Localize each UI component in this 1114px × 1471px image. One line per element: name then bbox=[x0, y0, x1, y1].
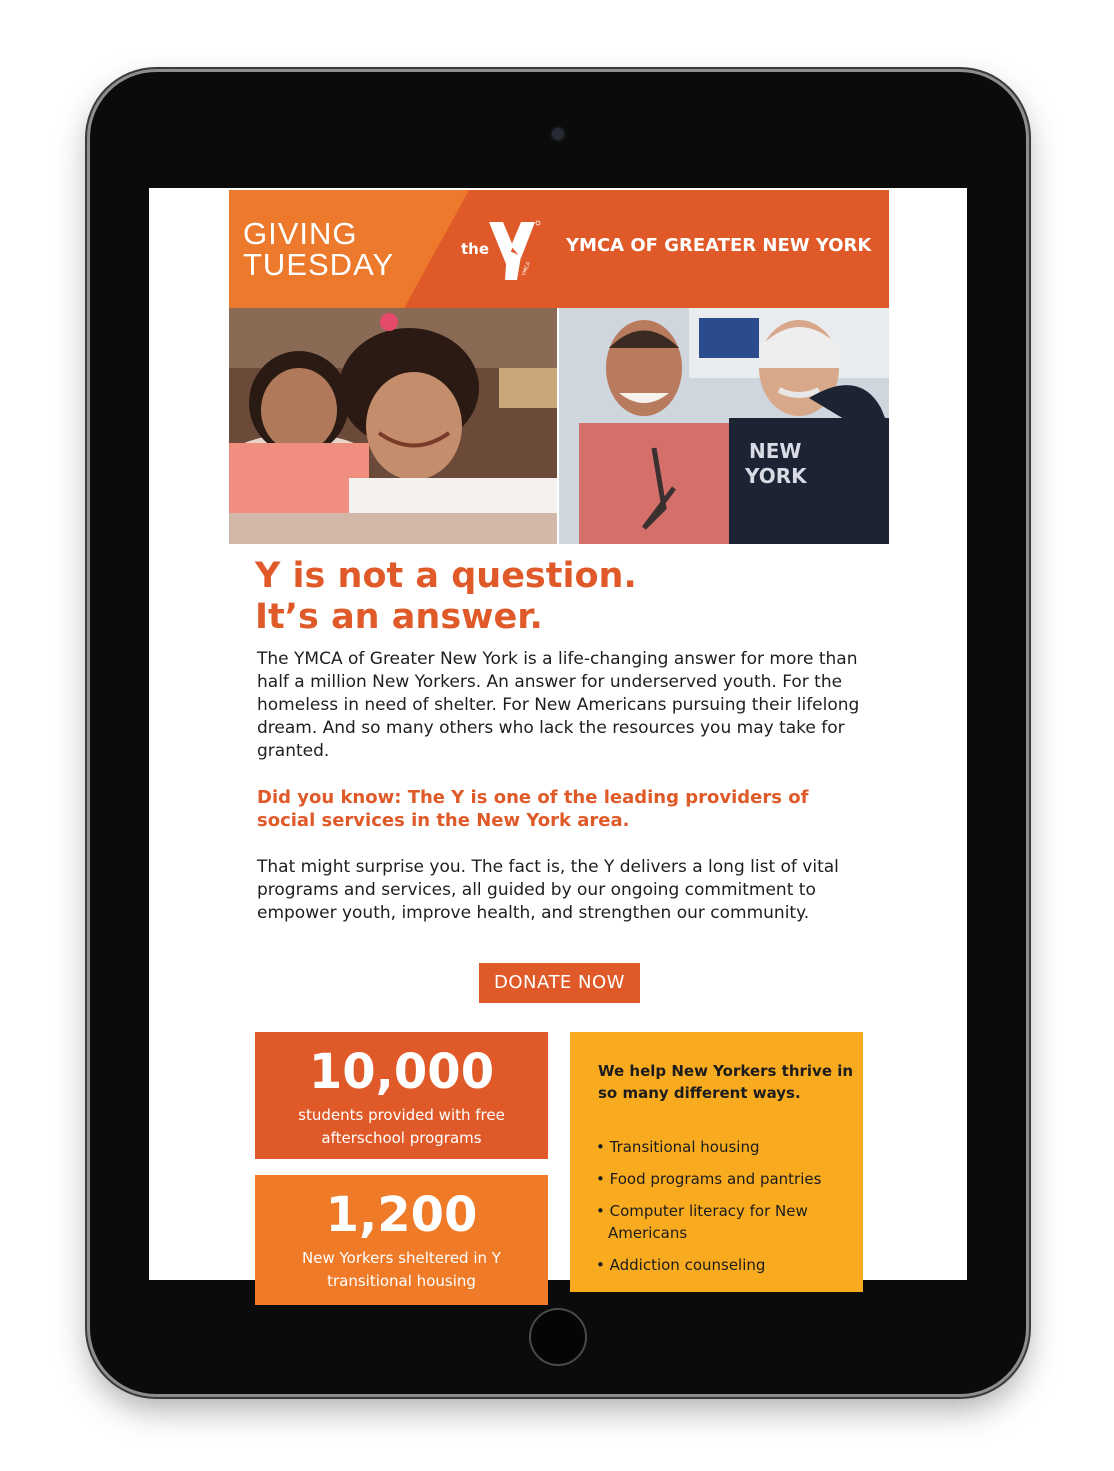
donate-now-button[interactable]: DONATE NOW bbox=[479, 963, 640, 1003]
email-body bbox=[229, 188, 889, 1290]
ways-card bbox=[570, 1032, 863, 1292]
stat-number: 1,200 bbox=[325, 1187, 478, 1243]
ways-title: We help New Yorkers thrive in so many different ways. bbox=[598, 1062, 854, 1102]
email-header-banner bbox=[229, 190, 889, 308]
giving-tuesday-logo bbox=[243, 218, 394, 280]
ymca-logo-the: the bbox=[461, 240, 490, 258]
shirt-text-line2: YORK bbox=[745, 464, 807, 488]
hero-photos bbox=[229, 308, 889, 544]
camera-icon bbox=[550, 126, 566, 142]
giving-tuesday-line1: GIVING bbox=[243, 216, 358, 251]
photo-girls bbox=[229, 308, 557, 544]
stat-caption: New Yorkers sheltered in Y transitional housing bbox=[302, 1249, 501, 1290]
body-paragraph: That might surprise you. The fact is, the Y delivers a long list of vital programs and services, all guided by our ongoing commitment to empower youth, improve health, and strengthen our community. bbox=[257, 857, 839, 923]
headline-line1: Y is not a question. bbox=[255, 556, 637, 596]
callout-text: Did you know: The Y is one of the leading providers of social services in the New York area. bbox=[257, 787, 809, 831]
intro-paragraph: The YMCA of Greater New York is a life-changing answer for more than half a million New Yorkers. An answer for underserved youth. For the homeless in need of shelter. For New Americans pursuing their lifelong dream. And so many others who lack the resources you may take for granted. bbox=[257, 649, 860, 761]
list-item: • Computer literacy for New Americans bbox=[596, 1202, 808, 1242]
stat-card-students bbox=[255, 1032, 548, 1159]
list-item: • Transitional housing bbox=[596, 1138, 760, 1156]
headline bbox=[255, 556, 637, 638]
photo-men bbox=[559, 308, 889, 544]
ymca-logo-small: YMCA bbox=[521, 261, 532, 277]
tablet-screen bbox=[149, 188, 967, 1290]
giving-tuesday-line2: TUESDAY bbox=[243, 247, 395, 282]
shirt-text-line1: NEW bbox=[749, 439, 802, 463]
home-button[interactable] bbox=[529, 1308, 587, 1366]
stat-caption: students provided with free afterschool programs bbox=[298, 1106, 505, 1147]
list-item: • Addiction counseling bbox=[596, 1256, 766, 1274]
stat-card-sheltered bbox=[255, 1175, 548, 1305]
headline-line2: It’s an answer. bbox=[255, 597, 543, 637]
stat-number: 10,000 bbox=[308, 1044, 495, 1100]
ymca-y-logo-icon bbox=[461, 216, 546, 282]
org-name: YMCA OF GREATER NEW YORK bbox=[566, 235, 872, 256]
ways-list bbox=[596, 1136, 858, 1286]
list-item: • Food programs and pantries bbox=[596, 1170, 822, 1188]
